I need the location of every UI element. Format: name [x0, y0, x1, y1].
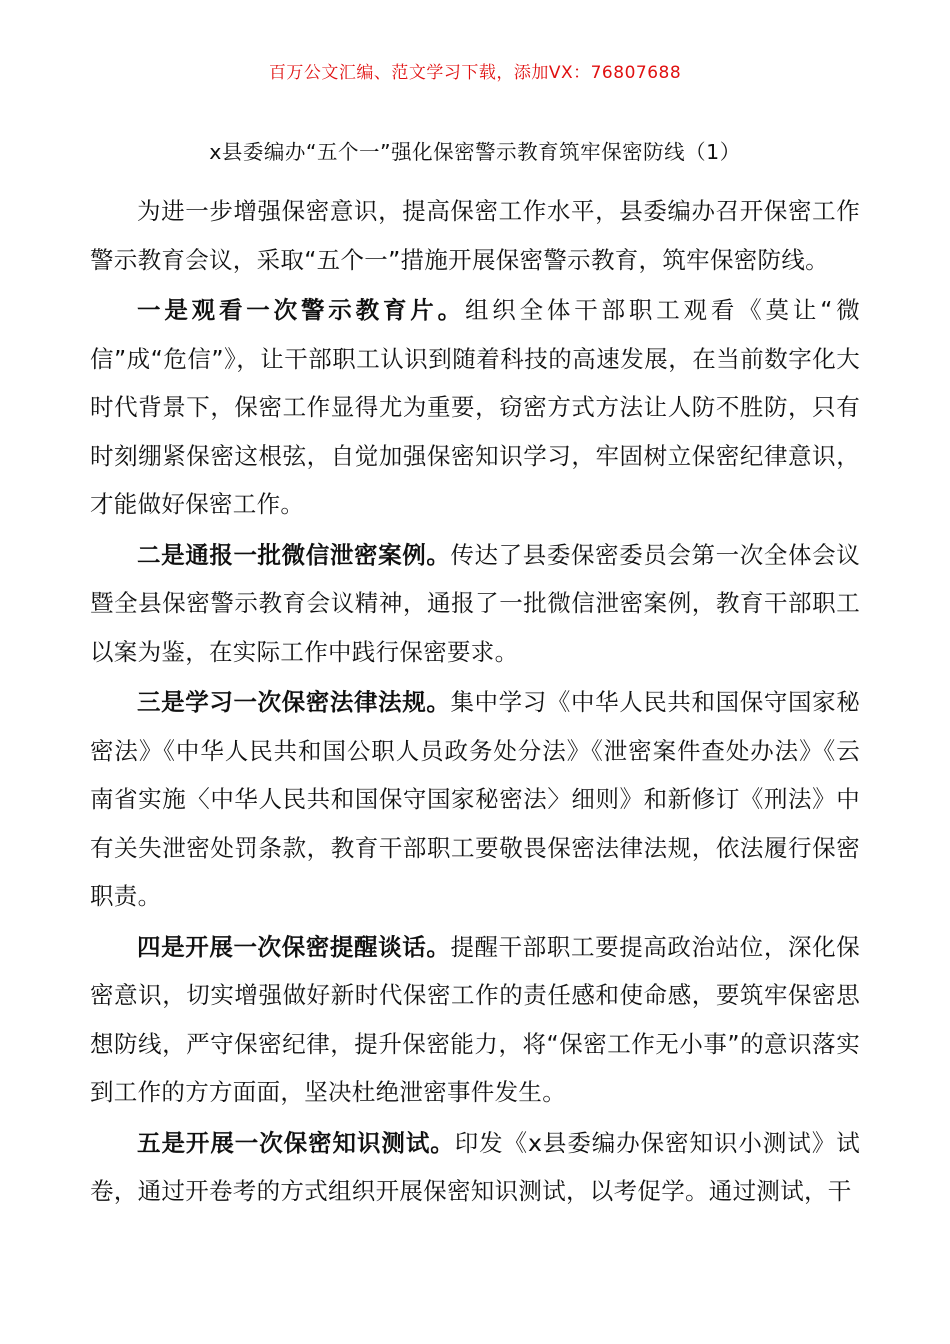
intro-paragraph: 为进一步增强保密意识，提高保密工作水平，县委编办召开保密工作警示教育会议，采取“五个一”措施开展保密警示教育，筑牢保密防线。	[90, 197, 860, 274]
section-paragraph-5	[90, 1119, 860, 1216]
section-text: 提醒干部职工要提高政治站位，深化保密意识，切实增强做好新时代保密工作的责任感和使命感，要筑牢保密思想防线，严守保密纪律，提升保密能力，将“保密工作无小事”的意识落实到工作的方方面面，坚决杜绝泄密事件发生。	[90, 932, 860, 1106]
section-lead: 四是开展一次保密提醒谈话。	[137, 932, 451, 961]
document-body	[90, 187, 860, 1218]
section-paragraph-4	[90, 923, 860, 1117]
section-lead: 三是学习一次保密法律法规。	[137, 688, 451, 716]
section-text: 传达了县委保密委员会第一次全体会议暨全县保密警示教育会议精神，通报了一批微信泄密案例，教育干部职工以案为鉴，在实际工作中践行保密要求。	[90, 540, 860, 666]
section-paragraph-2	[90, 531, 860, 677]
section-lead: 五是开展一次保密知识测试。	[137, 1128, 455, 1157]
section-paragraph-1	[90, 286, 860, 529]
download-note: 百万公文汇编、范文学习下载，添加VX：76807688	[268, 63, 682, 83]
section-text: 组织全体干部职工观看《莫让“微信”成“危信”》，让干部职工认识到随着科技的高速发展，在当前数字化大时代背景下，保密工作显得尤为重要，窃密方式方法让人防不胜防，只有时刻绷紧保密这根弦，自觉加强保密知识学习，牢固树立保密纪律意识，才能做好保密工作。	[90, 296, 860, 518]
document-title: x县委编办“五个一”强化保密警示教育筑牢保密防线（1）	[209, 140, 741, 164]
section-text: 印发《x县委编办保密知识小测试》试卷，通过开卷考的方式组织开展保密知识测试，以考促学。通过测试，干	[90, 1128, 860, 1205]
section-lead: 二是通报一批微信泄密案例。	[137, 540, 451, 569]
section-paragraph-3	[90, 678, 860, 921]
section-lead: 一是观看一次警示教育片。	[137, 296, 465, 324]
section-text: 集中学习《中华人民共和国保守国家秘密法》《中华人民共和国公职人员政务处分法》《泄密案件查处办法》《云南省实施〈中华人民共和国保守国家秘密法〉细则》和新修订《刑法》中有关失泄密处罚条款，教育干部职工要敬畏保密法律法规，依法履行保密职责。	[90, 688, 860, 910]
